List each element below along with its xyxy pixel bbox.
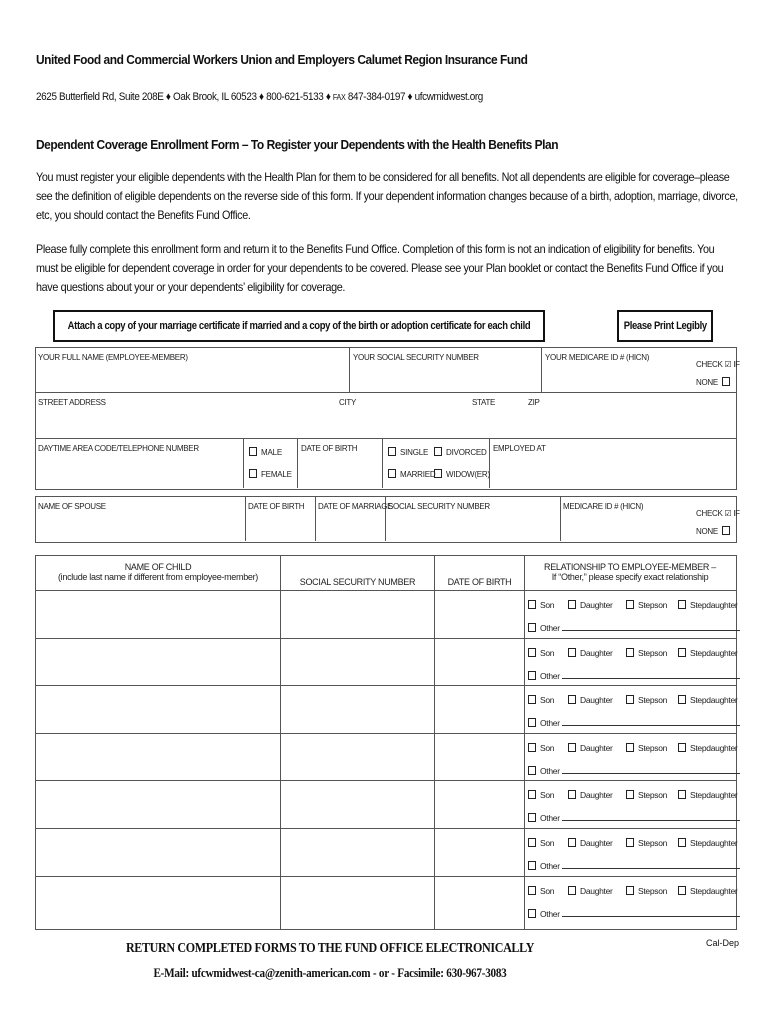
col-header-ssn: SOCIAL SECURITY NUMBER — [299, 577, 416, 587]
zip-label: ZIP — [528, 398, 540, 407]
separator-diamond: ♦ — [325, 91, 331, 103]
gender-female-option[interactable]: FEMALE — [249, 469, 292, 479]
child-ssn-field[interactable] — [281, 686, 433, 732]
other-checkbox[interactable] — [528, 623, 536, 632]
child-ssn-field[interactable] — [281, 591, 433, 637]
stepdaughter-checkbox[interactable] — [678, 743, 686, 752]
spouse-dob-field[interactable] — [246, 497, 314, 540]
son-checkbox[interactable] — [528, 886, 536, 895]
spouse-ssn-field[interactable] — [386, 497, 559, 540]
stepdaughter-checkbox[interactable] — [678, 695, 686, 704]
other-specify-input[interactable] — [562, 910, 740, 917]
other-specify-input[interactable] — [562, 814, 740, 821]
son-checkbox[interactable] — [528, 695, 536, 704]
relationship-option-son[interactable]: Son — [528, 790, 554, 800]
other-specify-input[interactable] — [562, 672, 740, 679]
gender-male-option[interactable]: MALE — [249, 447, 282, 457]
website-link[interactable]: ufcwmidwest.org — [414, 91, 483, 103]
relationship-option-stepson[interactable]: Stepson — [626, 838, 667, 848]
spouse-name-field[interactable] — [36, 497, 244, 540]
stepdaughter-checkbox[interactable] — [678, 790, 686, 799]
child-dob-field[interactable] — [435, 591, 523, 637]
separator-diamond: ♦ — [259, 91, 264, 103]
spouse-name-label: NAME OF SPOUSE — [38, 502, 106, 511]
col-header-child-name: NAME OF CHILD (include last name if different from employee-member) — [57, 562, 259, 582]
phone-field[interactable] — [36, 439, 242, 487]
marital-divorced-option[interactable]: DIVORCED — [434, 447, 487, 457]
form-title: Dependent Coverage Enrollment Form – To Register your Dependents with the Health Benefits Plan — [36, 137, 559, 152]
child-ssn-field[interactable] — [281, 829, 433, 875]
employed-at-field[interactable] — [490, 439, 735, 487]
check-if-label: CHECK ☑ IF — [696, 509, 740, 518]
relationship-option-other[interactable]: Other — [528, 813, 740, 823]
child-dob-field[interactable] — [435, 877, 523, 923]
separator-diamond: ♦ — [165, 91, 171, 103]
relationship-option-stepdaughter[interactable]: Stepdaughter — [678, 790, 737, 800]
employee-medicare-field[interactable] — [542, 348, 740, 391]
other-checkbox[interactable] — [528, 813, 536, 822]
relationship-option-daughter[interactable]: Daughter — [568, 600, 613, 610]
relationship-option-stepdaughter[interactable]: Stepdaughter — [678, 886, 737, 896]
spouse-medicare-label: MEDICARE ID # (HICN) — [563, 502, 644, 511]
son-checkbox[interactable] — [528, 743, 536, 752]
spouse-none-checkbox[interactable] — [722, 526, 730, 535]
relationship-option-daughter[interactable]: Daughter — [568, 695, 613, 705]
col-header-relationship: RELATIONSHIP TO EMPLOYEE-MEMBER – If “Other,” please specify exact relationship — [544, 562, 716, 582]
daughter-checkbox[interactable] — [568, 838, 576, 847]
stepson-checkbox[interactable] — [626, 648, 634, 657]
stepdaughter-checkbox[interactable] — [678, 648, 686, 657]
relationship-option-stepson[interactable]: Stepson — [626, 648, 667, 658]
check-if-label: CHECK ☑ IF — [696, 360, 740, 369]
relationship-option-stepson[interactable]: Stepson — [626, 743, 667, 753]
spouse-dob-label: DATE OF BIRTH — [248, 502, 305, 511]
relationship-option-other[interactable]: Other — [528, 909, 740, 919]
relationship-option-son[interactable]: Son — [528, 648, 554, 658]
street-address-field[interactable] — [36, 393, 735, 437]
date-of-marriage-field[interactable] — [316, 497, 393, 540]
stepson-checkbox[interactable] — [626, 600, 634, 609]
son-checkbox[interactable] — [528, 838, 536, 847]
stepdaughter-checkbox[interactable] — [678, 600, 686, 609]
relationship-option-other[interactable]: Other — [528, 766, 740, 776]
form-code: Cal-Dep — [706, 938, 740, 948]
employee-dob-label: DATE OF BIRTH — [301, 444, 358, 453]
child-dob-field[interactable] — [435, 829, 523, 875]
city-label: CITY — [339, 398, 357, 407]
relationship-option-other[interactable]: Other — [528, 861, 740, 871]
widower-checkbox[interactable] — [434, 469, 442, 478]
other-specify-input[interactable] — [562, 719, 740, 726]
child-dob-field[interactable] — [435, 686, 523, 732]
employed-at-label: EMPLOYED AT — [493, 444, 546, 453]
stepson-checkbox[interactable] — [626, 886, 634, 895]
marital-married-option[interactable]: MARRIED — [388, 469, 436, 479]
male-checkbox[interactable] — [249, 447, 257, 456]
relationship-option-daughter[interactable]: Daughter — [568, 648, 613, 658]
stepson-checkbox[interactable] — [626, 695, 634, 704]
other-checkbox[interactable] — [528, 766, 536, 775]
separator-diamond: ♦ — [407, 91, 413, 103]
col-header-dob: DATE OF BIRTH — [447, 577, 512, 587]
intro-paragraph: You must register your eligible dependents with the Health Plan for them to be considered for all benefits. Not all dependents are eligible for coverage–please see the definition of eligible dependents on the reverse side of this form. If your dependent information changes because of a birth, adoption, marriage, divorce, etc, you should contact the Benefits Fund Office. — [36, 170, 738, 222]
relationship-option-daughter[interactable]: Daughter — [568, 743, 613, 753]
employee-dob-field[interactable] — [298, 439, 381, 487]
other-checkbox[interactable] — [528, 861, 536, 870]
fax-label: FAX — [332, 93, 346, 102]
state-label: STATE — [472, 398, 496, 407]
child-ssn-field[interactable] — [281, 781, 433, 827]
relationship-option-stepdaughter[interactable]: Stepdaughter — [678, 695, 737, 705]
other-checkbox[interactable] — [528, 909, 536, 918]
relationship-option-daughter[interactable]: Daughter — [568, 838, 613, 848]
married-checkbox[interactable] — [388, 469, 396, 478]
street-address-label: STREET ADDRESS — [38, 398, 106, 407]
child-ssn-field[interactable] — [281, 734, 433, 780]
other-checkbox[interactable] — [528, 718, 536, 727]
relationship-option-other[interactable]: Other — [528, 671, 740, 681]
stepdaughter-checkbox[interactable] — [678, 838, 686, 847]
phone-number: 800-621-5133 — [266, 91, 324, 103]
city-state-zip: Oak Brook, IL 60523 — [173, 91, 257, 103]
relationship-option-son[interactable]: Son — [528, 743, 554, 753]
child-name-field[interactable] — [36, 734, 279, 780]
print-legibly-notice: Please Print Legibly — [617, 310, 713, 342]
female-checkbox[interactable] — [249, 469, 257, 478]
relationship-option-other[interactable]: Other — [528, 718, 740, 728]
child-name-field[interactable] — [36, 781, 279, 827]
child-ssn-field[interactable] — [281, 639, 433, 685]
relationship-option-stepson[interactable]: Stepson — [626, 695, 667, 705]
none-checkbox-option[interactable]: NONE — [696, 377, 734, 387]
relationship-option-stepson[interactable]: Stepson — [626, 886, 667, 896]
employee-full-name-label: YOUR FULL NAME (EMPLOYEE-MEMBER) — [38, 353, 188, 362]
relationship-option-son[interactable]: Son — [528, 838, 554, 848]
spouse-ssn-label: SOCIAL SECURITY NUMBER — [388, 502, 490, 511]
daughter-checkbox[interactable] — [568, 648, 576, 657]
child-name-field[interactable] — [36, 591, 279, 637]
relationship-option-daughter[interactable]: Daughter — [568, 790, 613, 800]
relationship-option-stepdaughter[interactable]: Stepdaughter — [678, 600, 737, 610]
daughter-checkbox[interactable] — [568, 600, 576, 609]
street-address: 2625 Butterfield Rd, Suite 208E — [36, 91, 164, 103]
relationship-option-stepdaughter[interactable]: Stepdaughter — [678, 648, 737, 658]
return-forms-notice: RETURN COMPLETED FORMS TO THE FUND OFFICE ELECTRONICALLY — [125, 941, 535, 956]
organization-title: United Food and Commercial Workers Union and Employers Calumet Region Insurance Fund — [36, 52, 528, 67]
child-name-field[interactable] — [36, 686, 279, 732]
stepson-checkbox[interactable] — [626, 743, 634, 752]
employee-full-name-field[interactable] — [36, 348, 348, 391]
stepson-checkbox[interactable] — [626, 838, 634, 847]
contact-info: E-Mail: ufcwmidwest-ca@zenith-american.com - or - Facsimile: 630-967-3083 — [153, 965, 507, 980]
son-checkbox[interactable] — [528, 600, 536, 609]
child-name-field[interactable] — [36, 829, 279, 875]
relationship-option-stepson[interactable]: Stepson — [626, 600, 667, 610]
child-dob-field[interactable] — [435, 781, 523, 827]
employee-ssn-label: YOUR SOCIAL SECURITY NUMBER — [353, 353, 479, 362]
other-specify-input[interactable] — [562, 767, 740, 774]
relationship-option-son[interactable]: Son — [528, 886, 554, 896]
relationship-option-other[interactable]: Other — [528, 623, 740, 633]
son-checkbox[interactable] — [528, 790, 536, 799]
spouse-medicare-field[interactable] — [561, 497, 740, 540]
daughter-checkbox[interactable] — [568, 695, 576, 704]
relationship-option-daughter[interactable]: Daughter — [568, 886, 613, 896]
none-checkbox[interactable] — [722, 377, 730, 386]
child-name-field[interactable] — [36, 639, 279, 685]
fax-number: 847-384-0197 — [347, 91, 406, 103]
spouse-none-checkbox-option[interactable]: NONE — [696, 526, 734, 536]
employee-medicare-label: YOUR MEDICARE ID # (HICN) — [545, 353, 650, 362]
relationship-option-stepson[interactable]: Stepson — [626, 790, 667, 800]
relationship-option-stepdaughter[interactable]: Stepdaughter — [678, 838, 737, 848]
employee-ssn-field[interactable] — [350, 348, 540, 391]
relationship-option-son[interactable]: Son — [528, 600, 554, 610]
child-dob-field[interactable] — [435, 639, 523, 685]
son-checkbox[interactable] — [528, 648, 536, 657]
marital-single-option[interactable]: SINGLE — [388, 447, 428, 457]
child-dob-field[interactable] — [435, 734, 523, 780]
date-of-marriage-label: DATE OF MARRIAGE — [318, 502, 393, 511]
divorced-checkbox[interactable] — [434, 447, 442, 456]
daughter-checkbox[interactable] — [568, 886, 576, 895]
daughter-checkbox[interactable] — [568, 743, 576, 752]
daughter-checkbox[interactable] — [568, 790, 576, 799]
child-name-field[interactable] — [36, 877, 279, 923]
stepdaughter-checkbox[interactable] — [678, 886, 686, 895]
phone-label: DAYTIME AREA CODE/TELEPHONE NUMBER — [38, 444, 199, 453]
other-specify-input[interactable] — [562, 862, 740, 869]
organization-address — [36, 91, 483, 103]
other-specify-input[interactable] — [562, 624, 740, 631]
single-checkbox[interactable] — [388, 447, 396, 456]
instructions-paragraph: Please fully complete this enrollment form and return it to the Benefits Fund Office. Completion of this form is not an indication of eligibility for benefits. You must be eligible for dependent coverage in order for your dependents to be covered. Please see your Plan booklet or contact the Benefits Fund Office if you have questions about your or your dependents’ eligibility for coverage. — [36, 242, 724, 294]
attach-certificate-notice: Attach a copy of your marriage certificate if married and a copy of the birth or adoption certificate for each child — [53, 310, 545, 342]
other-checkbox[interactable] — [528, 671, 536, 680]
relationship-option-son[interactable]: Son — [528, 695, 554, 705]
marital-widower-option[interactable]: WIDOW(ER) — [434, 469, 490, 479]
relationship-option-stepdaughter[interactable]: Stepdaughter — [678, 743, 737, 753]
stepson-checkbox[interactable] — [626, 790, 634, 799]
child-ssn-field[interactable] — [281, 877, 433, 923]
